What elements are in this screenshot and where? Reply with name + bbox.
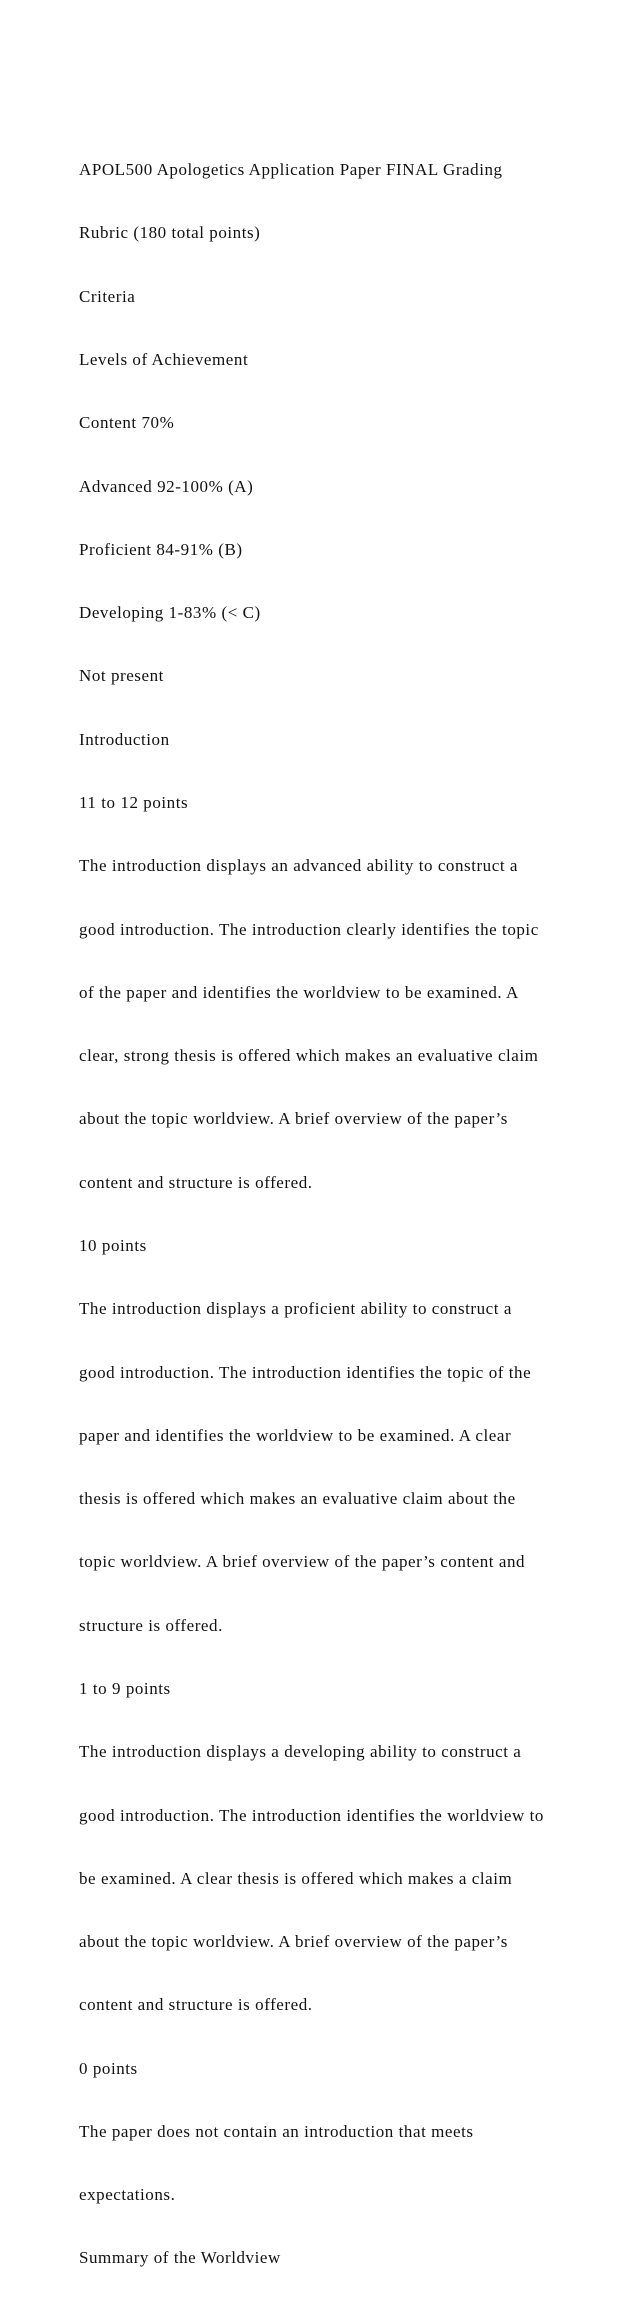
advanced-desc-line: good introduction. The introduction clearly identifies the topic [79,919,539,939]
points-proficient: 10 points [79,1235,147,1255]
criteria-heading: Criteria [79,286,136,306]
document-text [79,117,599,2311]
level-developing: Developing 1-83% (< C) [79,603,261,623]
developing-desc-line: good introduction. The introduction identifies the worldview to [79,1805,544,1825]
developing-desc-line: content and structure is offered. [79,1995,313,2015]
proficient-desc-line: topic worldview. A brief overview of the paper’s content and [79,1552,526,1572]
advanced-desc-line: clear, strong thesis is offered which makes an evaluative claim [79,1046,539,1066]
doc-title-line-1: APOL500 Apologetics Application Paper FINAL Grading [79,160,503,180]
proficient-desc-line: structure is offered. [79,1615,223,1635]
doc-title-line-2: Rubric (180 total points) [79,223,261,243]
advanced-desc-line: about the topic worldview. A brief overview of the paper’s [79,1109,508,1129]
developing-desc-line: The introduction displays a developing ability to construct a [79,1742,522,1762]
points-developing: 1 to 9 points [79,1678,171,1698]
points-advanced: 11 to 12 points [79,793,189,812]
section-introduction: Introduction [79,729,170,749]
not-present-desc-line: expectations. [79,2185,176,2205]
points-not-present: 0 points [79,2058,138,2078]
level-advanced: Advanced 92-100% (A) [79,476,254,496]
advanced-desc-line: The introduction displays an advanced ability to construct a [79,856,518,876]
developing-desc-line: be examined. A clear thesis is offered which makes a claim [79,1868,513,1888]
not-present-desc-line: The paper does not contain an introduction that meets [79,2121,474,2141]
advanced-desc-line: of the paper and identifies the worldview to be examined. A [79,982,519,1002]
proficient-desc-line: The introduction displays a proficient ability to construct a [79,1299,512,1319]
proficient-desc-line: good introduction. The introduction identifies the topic of the [79,1362,532,1382]
level-proficient: Proficient 84-91% (B) [79,539,243,559]
proficient-desc-line: thesis is offered which makes an evaluative claim about the [79,1489,516,1509]
proficient-desc-line: paper and identifies the worldview to be examined. A clear [79,1425,512,1445]
section-summary-worldview: Summary of the Worldview [79,2248,281,2268]
content-weight: Content 70% [79,413,175,433]
advanced-desc-line: content and structure is offered. [79,1172,313,1192]
developing-desc-line: about the topic worldview. A brief overview of the paper’s [79,1932,508,1952]
levels-heading: Levels of Achievement [79,350,249,370]
level-not-present: Not present [79,666,164,686]
